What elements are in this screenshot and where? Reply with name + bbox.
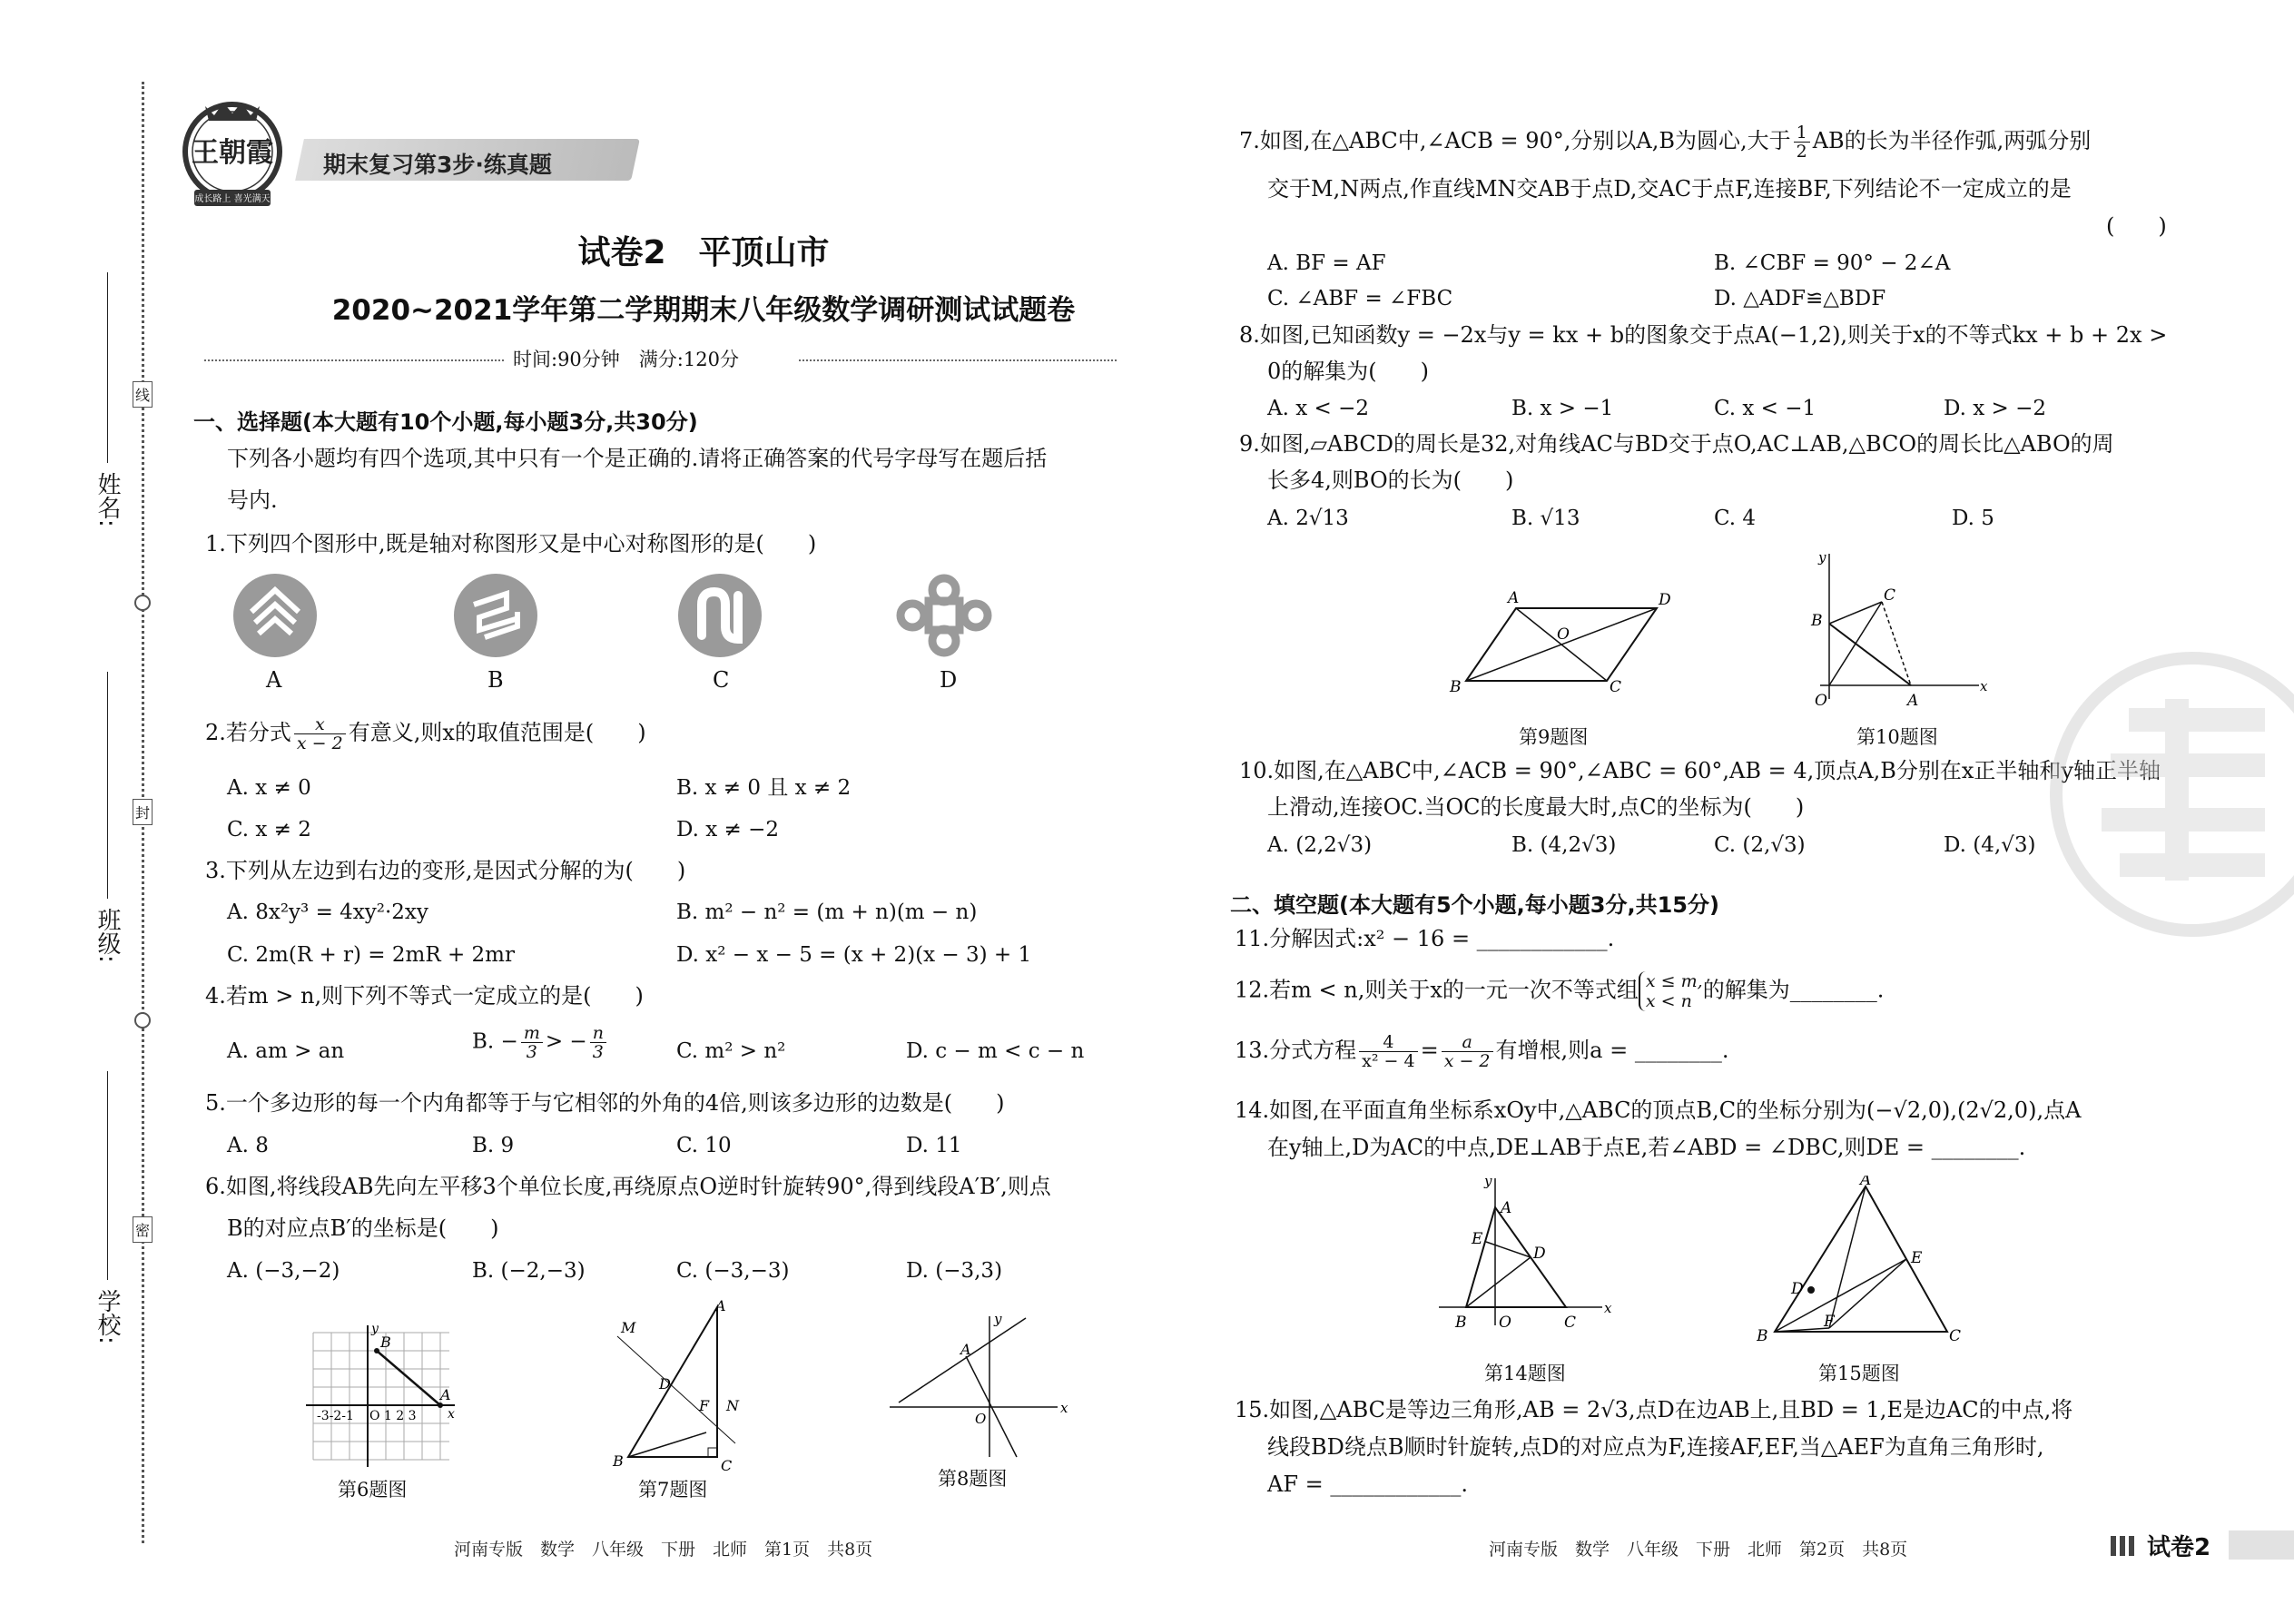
figure-10 xyxy=(1802,549,1993,713)
q8-option-d: D. x > −2 xyxy=(1944,397,2047,420)
paper-subtitle: 2020~2021学年第二学期期末八年级数学调研测试试题卷 xyxy=(331,294,1076,327)
q9-option-a: A. 2√13 xyxy=(1267,507,1349,530)
time-divider-left xyxy=(204,359,504,361)
footer-badge-bar xyxy=(2229,1530,2294,1560)
paper-title: 试卷2 平顶山市 xyxy=(577,234,830,271)
svg-text:A: A xyxy=(1907,692,1919,710)
question-14-line1: 14.如图,在平面直角坐标系xOy中,△ABC的顶点B,C的坐标分别为(−√2,0),(2√2,0),点A xyxy=(1235,1097,2082,1123)
q10-option-a: A. (2,2√3) xyxy=(1267,833,1373,857)
svg-text:A: A xyxy=(1501,1199,1512,1217)
logo-text: 王朝霞 xyxy=(192,137,273,169)
svg-text:D: D xyxy=(1533,1245,1546,1263)
q10-option-b: B. (4,2√3) xyxy=(1511,833,1617,857)
question-6-line1: 6.如图,将线段AB先向左平移3个单位长度,再绕原点O逆时针旋转90°,得到线段A′B′,则点 xyxy=(205,1174,1051,1199)
question-15-line3: AF = ____________. xyxy=(1267,1471,1468,1497)
question-14-line2: 在y轴上,D为AC的中点,DE⊥AB于点E,若∠ABD = ∠DBC,则DE = ________. xyxy=(1267,1135,2026,1160)
svg-text:A: A xyxy=(440,1386,451,1403)
figure-10-caption: 第10题图 xyxy=(1856,726,1938,748)
footer-left: 河南专版 数学 八年级 下册 北师 第1页 共8页 xyxy=(454,1540,873,1560)
section2-title: 二、填空题(本大题有5个小题,每小题3分,共15分) xyxy=(1230,892,1719,918)
svg-text:D: D xyxy=(1659,591,1671,609)
svg-text:x: x xyxy=(1060,1400,1068,1416)
svg-text:A: A xyxy=(1508,590,1520,607)
q3-option-a: A. 8x²y³ = 4xy²·2xy xyxy=(227,901,428,924)
question-2 xyxy=(205,715,646,753)
svg-text:x: x xyxy=(1604,1300,1612,1316)
q1-label-c: C xyxy=(713,667,730,693)
svg-text:N: N xyxy=(726,1397,739,1414)
q5-option-d: D. 11 xyxy=(906,1134,962,1157)
q1-logo-a xyxy=(231,572,319,659)
svg-text:y: y xyxy=(371,1324,379,1336)
q6-option-d: D. (−3,3) xyxy=(906,1259,1003,1283)
q7-option-b: B. ∠CBF = 90° − 2∠A xyxy=(1714,251,1951,275)
q3-option-c: C. 2m(R + r) = 2mR + 2mr xyxy=(227,943,515,967)
q9-option-d: D. 5 xyxy=(1952,507,1994,530)
svg-text:A: A xyxy=(960,1341,971,1358)
class-label: 班级: xyxy=(94,908,121,963)
q2-option-c: C. x ≠ 2 xyxy=(227,818,311,842)
footer-right: 河南专版 数学 八年级 下册 北师 第2页 共8页 xyxy=(1489,1540,1908,1560)
secret-watermark xyxy=(2029,645,2294,944)
section1-intro2: 号内. xyxy=(227,487,278,513)
binding-dot-1 xyxy=(134,595,151,611)
time-score: 时间:90分钟 满分:120分 xyxy=(513,349,739,370)
q5-option-a: A. 8 xyxy=(227,1134,269,1157)
svg-text:D: D xyxy=(659,1375,671,1393)
school-line xyxy=(107,1071,108,1280)
q4-option-c: C. m² > n² xyxy=(676,1039,786,1063)
question-10-line2: 上滑动,连接OC.当OC的长度最大时,点C的坐标为( ) xyxy=(1267,794,1805,820)
question-1: 1.下列四个图形中,既是轴对称图形又是中心对称图形的是( ) xyxy=(205,531,817,556)
binding-char-2: 封 xyxy=(133,799,153,825)
svg-text:E: E xyxy=(1472,1230,1483,1248)
svg-text:B: B xyxy=(1811,612,1823,630)
q4-option-a: A. am > an xyxy=(227,1039,345,1063)
svg-text:B: B xyxy=(380,1334,391,1351)
question-12: 12.若m < n,则关于x的一元一次不等式组 x ≤ m, x < n 的解集为________. xyxy=(1235,971,1885,1011)
q4-option-d: D. c − m < c − n xyxy=(906,1039,1085,1063)
q8-option-c: C. x < −1 xyxy=(1714,397,1816,420)
svg-text:B: B xyxy=(613,1452,624,1470)
figure-14 xyxy=(1439,1171,1620,1334)
svg-text:E: E xyxy=(1911,1249,1923,1267)
svg-text:O: O xyxy=(975,1411,987,1427)
q5-option-c: C. 10 xyxy=(676,1134,732,1157)
svg-text:-3-2-1: -3-2-1 xyxy=(317,1409,354,1423)
q10-option-d: D. (4,√3) xyxy=(1944,833,2036,857)
svg-text:C: C xyxy=(721,1457,733,1474)
svg-text:F: F xyxy=(1824,1313,1835,1331)
question-10-line1: 10.如图,在△ABC中,∠ACB = 90°,∠ABC = 60°,AB = 4,顶点A,B分别在x正半轴和y轴正半轴 xyxy=(1239,758,2161,783)
figure-14-caption: 第14题图 xyxy=(1484,1363,1566,1384)
question-4: 4.若m > n,则下列不等式一定成立的是( ) xyxy=(205,983,644,1009)
q5-option-b: B. 9 xyxy=(472,1134,515,1157)
q2-post: 有意义,则x的取值范围是( ) xyxy=(348,720,646,745)
time-divider-right xyxy=(799,359,1117,361)
question-5: 5.一个多边形的每一个内角都等于与它相邻的外角的4倍,则该多边形的边数是( ) xyxy=(205,1090,1005,1116)
figure-9-caption: 第9题图 xyxy=(1519,726,1589,748)
question-8-line2: 0的解集为( ) xyxy=(1267,359,1429,384)
section1-title: 一、选择题(本大题有10个小题,每小题3分,共30分) xyxy=(193,409,698,435)
figure-9 xyxy=(1448,590,1684,694)
svg-text:B: B xyxy=(1450,678,1462,694)
svg-text:C: C xyxy=(1949,1327,1962,1345)
svg-text:x: x xyxy=(448,1407,455,1422)
q2-pre: 2.若分式 xyxy=(205,720,291,745)
q1-logo-b xyxy=(452,572,539,659)
q1-label-d: D xyxy=(940,667,958,693)
figure-7 xyxy=(608,1298,753,1475)
svg-text:C: C xyxy=(1884,586,1896,605)
q2-option-b: B. x ≠ 0 且 x ≠ 2 xyxy=(676,776,852,800)
svg-text:B: B xyxy=(1757,1327,1768,1345)
svg-text:F: F xyxy=(699,1397,710,1414)
svg-text:O: O xyxy=(1499,1314,1511,1332)
q7-option-a: A. BF = AF xyxy=(1267,251,1386,275)
svg-text:A: A xyxy=(1860,1176,1872,1189)
q6-option-b: B. (−2,−3) xyxy=(472,1259,586,1283)
q6-option-a: A. (−3,−2) xyxy=(227,1259,340,1283)
question-15-line1: 15.如图,△ABC是等边三角形,AB = 2√3,点D在边AB上,且BD = 1,E是边AC的中点,将 xyxy=(1235,1397,2073,1422)
svg-text:B: B xyxy=(1455,1314,1467,1332)
binding-char-1: 线 xyxy=(133,381,153,408)
figure-6-caption: 第6题图 xyxy=(338,1479,408,1501)
footer-badge-dots xyxy=(2111,1536,2138,1556)
step-banner-text: 期末复习第3步·练真题 xyxy=(323,152,552,178)
q10-option-c: C. (2,√3) xyxy=(1714,833,1806,857)
svg-text:O: O xyxy=(1815,692,1827,710)
q4-option-b: B. − $\frac{m}{3}$ > − $\frac{n}{3}$ xyxy=(472,1024,609,1061)
name-line xyxy=(107,272,108,463)
svg-text:C: C xyxy=(1610,678,1622,694)
q3-option-b: B. m² − n² = (m + n)(m − n) xyxy=(676,901,978,924)
question-11: 11.分解因式:x² − 16 = ____________. xyxy=(1235,926,1615,951)
q3-option-d: D. x² − x − 5 = (x + 2)(x − 3) + 1 xyxy=(676,943,1032,967)
q2-fraction: $\frac{x}{x - 2}$ xyxy=(294,715,346,753)
school-label: 学校: xyxy=(94,1289,121,1344)
q9-option-b: B. √13 xyxy=(1511,507,1580,530)
q7-option-d: D. △ADF≌△BDF xyxy=(1714,287,1886,310)
q2-option-d: D. x ≠ −2 xyxy=(676,818,780,842)
svg-text:M: M xyxy=(621,1319,636,1336)
svg-text:C: C xyxy=(1564,1314,1577,1332)
svg-text:y: y xyxy=(994,1311,1002,1327)
svg-text:A: A xyxy=(715,1298,726,1314)
q1-label-a: A xyxy=(266,667,282,693)
class-line xyxy=(107,672,108,899)
brand-logo xyxy=(178,95,287,204)
q6-option-c: C. (−3,−3) xyxy=(676,1259,790,1283)
question-9-line1: 9.如图,▱ABCD的周长是32,对角线AC与BD交于点O,AC⊥AB,△BCO的周长比△ABO的周 xyxy=(1239,431,2114,457)
question-13: 13.分式方程 $\frac{4}{\text{x² − 4}}$ = $\frac{a}{x - 2}$ 有增根,则a = ________. xyxy=(1235,1032,1729,1071)
question-7-line2: 交于M,N两点,作直线MN交AB于点D,交AC于点F,连接BF,下列结论不一定成立的是 xyxy=(1267,176,2072,202)
figure-15-caption: 第15题图 xyxy=(1818,1363,1900,1384)
q1-label-b: B xyxy=(487,667,504,693)
svg-text:y: y xyxy=(1484,1173,1492,1189)
figure-8 xyxy=(890,1307,1071,1462)
logo-ribbon: 成长路上 喜光满天 xyxy=(194,194,271,204)
question-3: 3.下列从左边到右边的变形,是因式分解的为( ) xyxy=(205,858,686,883)
figure-7-caption: 第7题图 xyxy=(638,1479,708,1501)
figure-15 xyxy=(1757,1176,1965,1348)
question-8-line1: 8.如图,已知函数y = −2x与y = kx + b的图象交于点A(−1,2),则关于x的不等式kx + b + 2x > xyxy=(1239,322,2168,348)
q2-option-a: A. x ≠ 0 xyxy=(227,776,311,800)
question-7-bracket: ( ) xyxy=(2106,213,2167,239)
svg-text:D: D xyxy=(1791,1280,1804,1298)
figure-6 xyxy=(304,1324,458,1469)
question-6-line2: B的对应点B′的坐标是( ) xyxy=(227,1216,499,1241)
binding-char-3: 密 xyxy=(133,1216,153,1243)
svg-text:O: O xyxy=(1557,625,1570,644)
q1-logo-d xyxy=(894,572,994,659)
q9-option-c: C. 4 xyxy=(1714,507,1757,530)
question-9-line2: 长多4,则BO的长为( ) xyxy=(1267,468,1514,493)
question-15-line2: 线段BD绕点B顺时针旋转,点D的对应点为F,连接AF,EF,当△AEF为直角三角形时, xyxy=(1267,1434,2044,1460)
svg-text:y: y xyxy=(1818,549,1826,566)
binding-dot-2 xyxy=(134,1012,151,1029)
q8-option-b: B. x > −1 xyxy=(1511,397,1614,420)
svg-text:x: x xyxy=(1980,678,1988,694)
question-7-line1: 7.如图,在△ABC中,∠ACB = 90°,分别以A,B为圆心,大于 $\frac{1}{2}$ AB的长为半径作弧,两弧分别 xyxy=(1239,123,2092,162)
q8-option-a: A. x < −2 xyxy=(1267,397,1370,420)
footer-badge: 试卷2 xyxy=(2147,1534,2211,1561)
svg-text:O 1 2 3: O 1 2 3 xyxy=(369,1409,417,1423)
name-label: 姓名: xyxy=(94,472,121,527)
q7-option-c: C. ∠ABF = ∠FBC xyxy=(1267,287,1453,310)
section1-intro1: 下列各小题均有四个选项,其中只有一个是正确的.请将正确答案的代号字母写在题后括 xyxy=(227,446,1048,471)
figure-8-caption: 第8题图 xyxy=(938,1468,1008,1490)
q1-logo-c xyxy=(676,572,763,659)
